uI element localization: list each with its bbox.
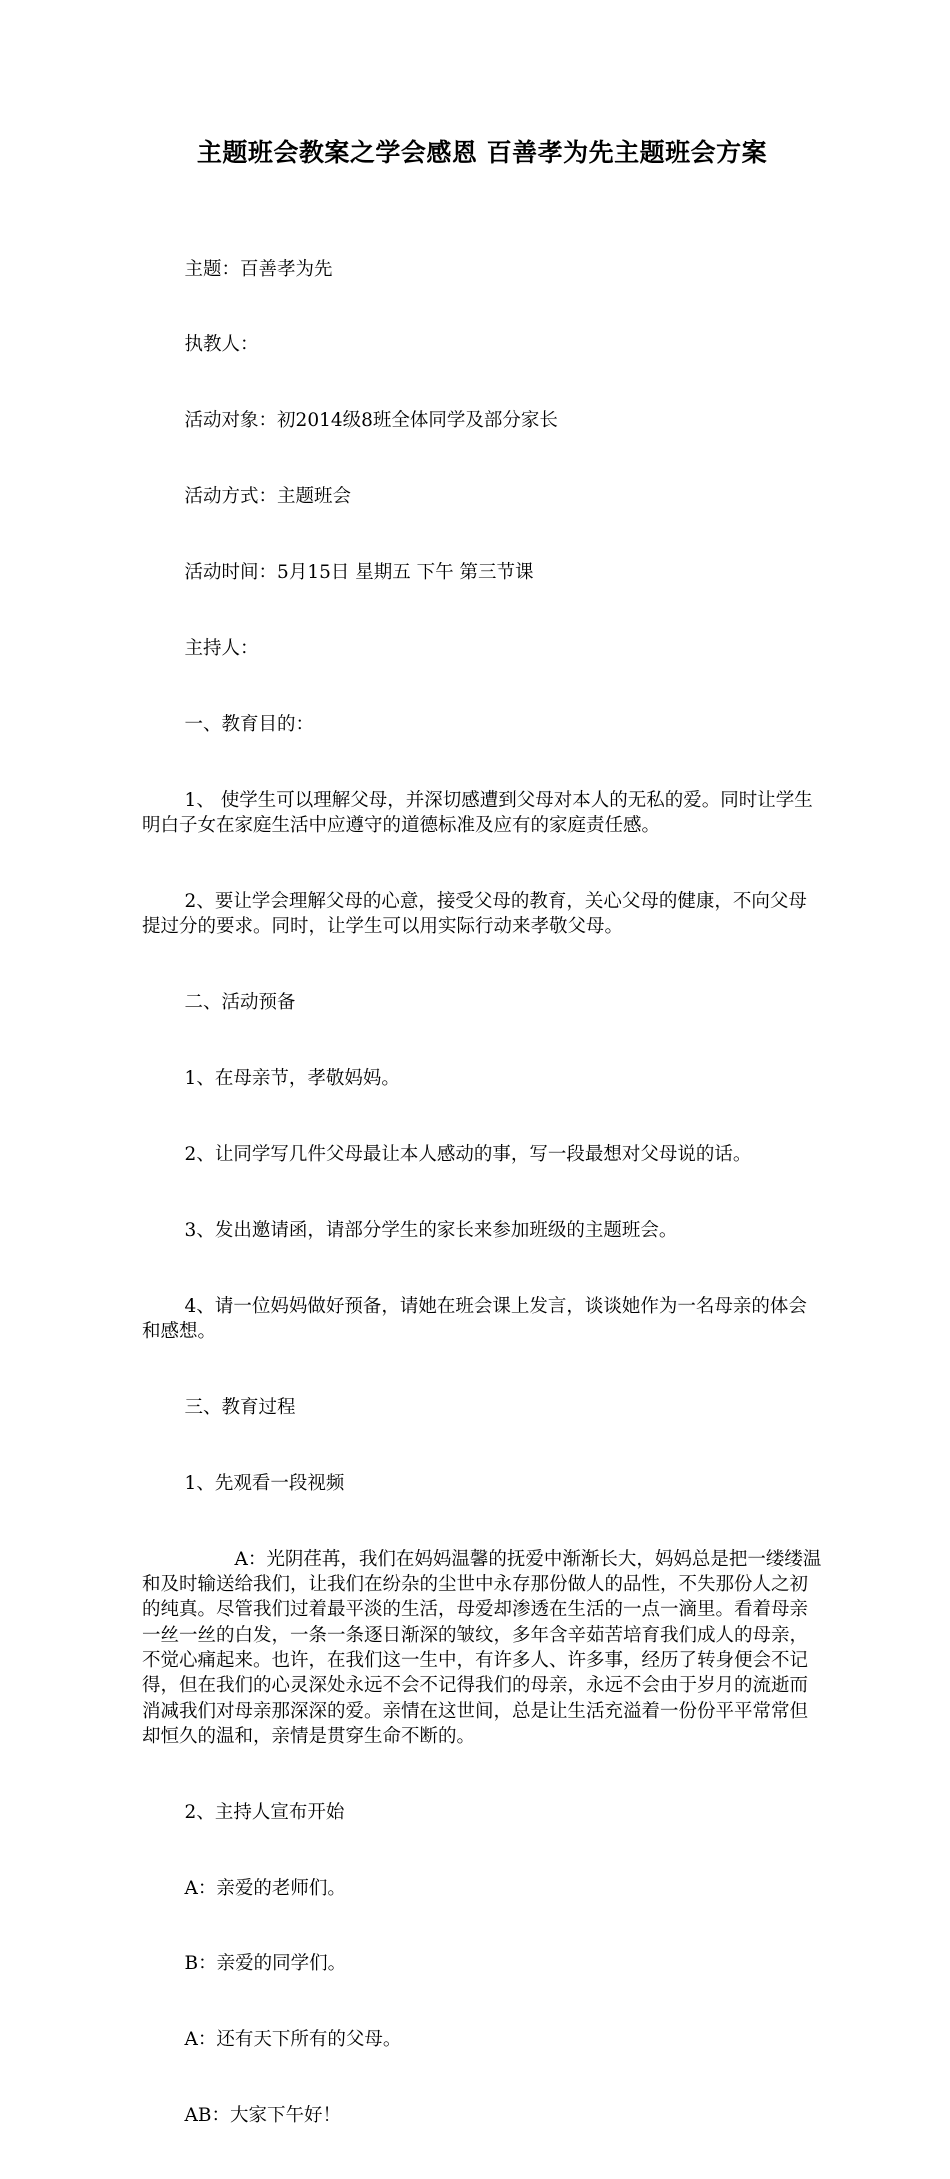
dialogue-line-a-1: A：亲爱的老师们。	[184, 1877, 346, 1899]
dialogue-line-b-1: B：亲爱的同学们。	[184, 1953, 347, 1975]
paragraph-topic: 主题：百善孝为先	[184, 258, 333, 280]
paragraph-prep-3: 3、发出邀请函，请部分学生的家长来参加班级的主题班会。	[184, 1219, 678, 1241]
paragraph-goal-2: 2、要让学会理解父母的心意，接受父母的教育，关心父母的健康，不向父母提过分的要求。同时，让学生可以用实际行动来孝敬父母。	[142, 891, 807, 938]
paragraph-prep-2: 2、让同学写几件父母最让本人感动的事，写一段最想对父母说的话。	[184, 1143, 752, 1165]
paragraph-video-narration: A：光阴荏苒，我们在妈妈温馨的抚爱中渐渐长大，妈妈总是把一缕缕温和及时输送给我们，让我们在纷杂的尘世中永存那份做人的品性，不失那份人之初的纯真。尽管我们过着最平淡的生活，母爱却渗透在生活的一点一滴里。看着母亲一丝一丝的白发，一条一条逐日渐深的皱纹，多年含辛茹苦培育我们成人的母亲，不觉心痛起来。也许，在我们这一生中，有许多人、许多事，经历了转身便会不记得，但在我们的心灵深处永远不会不记得我们的母亲，永远不会由于岁月的流逝而消减我们对母亲那深深的爱。亲情在这世间，总是让生活充溢着一份份平平常常但却恒久的温和，亲情是贯穿生命不断的。	[142, 1548, 822, 1747]
document-page	[142, 128, 822, 2179]
paragraph-audience: 活动对象：初2014级8班全体同学及部分家长	[184, 410, 558, 432]
paragraph-process-1: 1、先观看一段视频	[184, 1472, 345, 1494]
paragraph-format: 活动方式：主题班会	[184, 486, 352, 508]
section-heading-process: 三、教育过程	[184, 1396, 296, 1418]
paragraph-prep-1: 1、在母亲节，孝敬妈妈。	[184, 1068, 400, 1090]
document-title: 主题班会教案之学会感恩 百善孝为先主题班会方案	[196, 138, 768, 167]
document-body	[142, 206, 822, 2179]
paragraph-time: 活动时间：5月15日 星期五 下午 第三节课	[184, 562, 534, 584]
section-heading-preparation: 二、活动预备	[184, 992, 296, 1014]
paragraph-prep-4: 4、请一位妈妈做好预备，请她在班会课上发言，谈谈她作为一名母亲的体会和感想。	[142, 1295, 807, 1343]
dialogue-line-ab: AB：大家下午好！	[184, 2105, 342, 2127]
dialogue-line-a-2: A：还有天下所有的父母。	[184, 2029, 402, 2051]
paragraph-host: 主持人：	[184, 638, 259, 660]
paragraph-process-2: 2、主持人宣布开始	[184, 1801, 345, 1823]
section-heading-goals: 一、教育目的：	[184, 713, 315, 735]
paragraph-teacher: 执教人：	[184, 334, 259, 356]
paragraph-goal-1: 1、 使学生可以理解父母，并深切感遭到父母对本人的无私的爱。同时让学生明白子女在家庭生活中应遵守的道德标准及应有的家庭责任感。	[142, 789, 813, 837]
